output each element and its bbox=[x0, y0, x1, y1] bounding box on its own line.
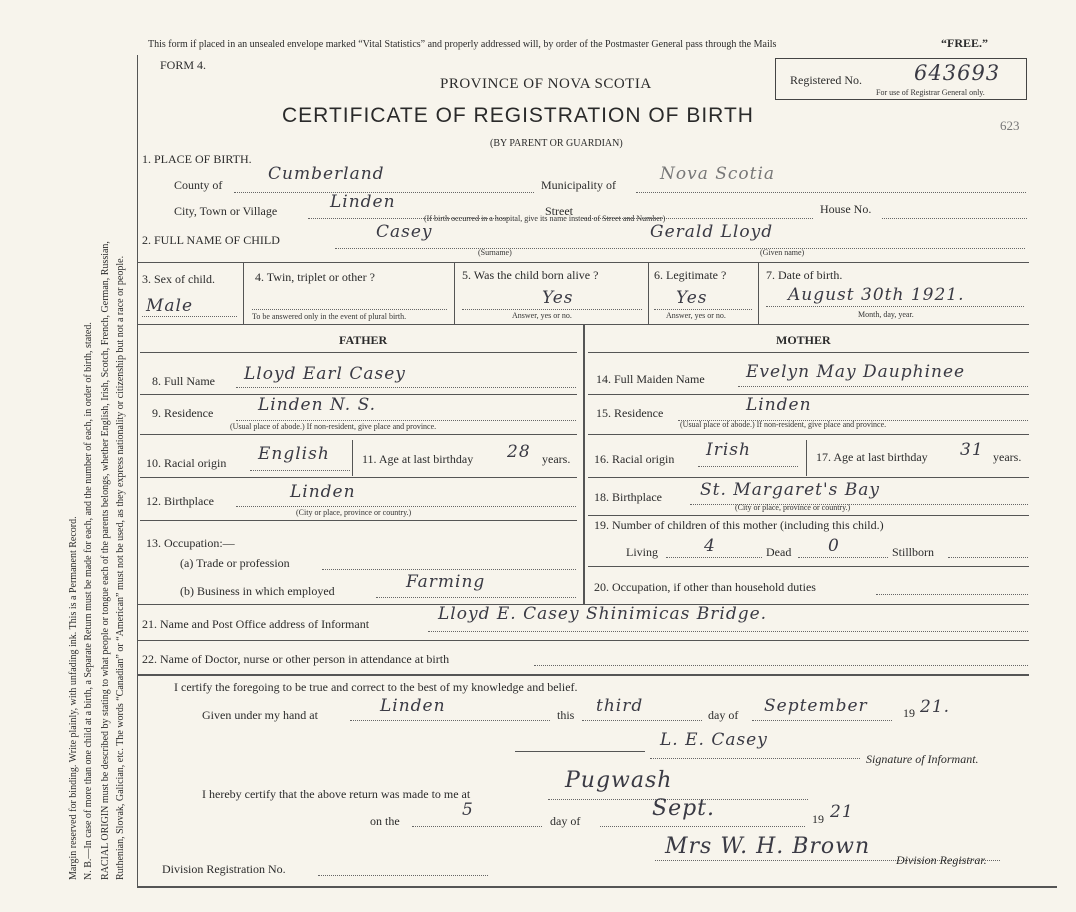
given-under-label: Given under my hand at bbox=[202, 708, 318, 722]
father-business-value: Farming bbox=[406, 572, 486, 592]
mother-years-label: years. bbox=[993, 450, 1022, 464]
dead-label: Dead bbox=[766, 545, 792, 559]
child-given-name: Gerald Lloyd bbox=[650, 222, 774, 242]
legitimate-value: Yes bbox=[676, 288, 708, 308]
mother-residence-note: (Usual place of abode.) If non-resident, give place and province. bbox=[680, 420, 887, 429]
registered-box bbox=[775, 58, 1027, 100]
registrar-year-prefix: 19 bbox=[812, 812, 824, 826]
sex-value: Male bbox=[146, 296, 194, 316]
municipality-value: Nova Scotia bbox=[660, 164, 776, 184]
alive-note: Answer, yes or no. bbox=[512, 311, 572, 320]
alive-label: 5. Was the child born alive ? bbox=[462, 268, 599, 282]
registered-note: For use of Registrar General only. bbox=[876, 88, 985, 97]
hospital-note: (If birth occurred in a hospital, give its name instead of Street and Number) bbox=[424, 214, 666, 223]
twin-note: To be answered only in the event of plural birth. bbox=[252, 312, 407, 321]
father-birthplace-note: (City or place, province or country.) bbox=[296, 508, 412, 517]
legitimate-label: 6. Legitimate ? bbox=[654, 268, 727, 282]
mother-age-label: 17. Age at last birthday bbox=[816, 450, 928, 464]
mother-birthplace-note: (City or place, province or country.) bbox=[735, 503, 851, 512]
father-heading: FATHER bbox=[339, 333, 388, 347]
mother-racial-label: 16. Racial origin bbox=[594, 452, 675, 466]
house-number-label: House No. bbox=[820, 202, 872, 216]
corner-number: 623 bbox=[1000, 118, 1020, 133]
father-birthplace-label: 12. Birthplace bbox=[146, 494, 214, 508]
registrar-caption: Division Registrar. bbox=[896, 853, 987, 867]
certificate-title: CERTIFICATE OF REGISTRATION OF BIRTH bbox=[282, 104, 754, 127]
father-age-value: 28 bbox=[507, 442, 531, 462]
father-occupation-label: 13. Occupation:— bbox=[146, 536, 235, 550]
mother-racial-value: Irish bbox=[706, 440, 751, 460]
father-business-label: (b) Business in which employed bbox=[180, 584, 335, 598]
dead-value: 0 bbox=[828, 536, 840, 556]
father-residence-label: 9. Residence bbox=[152, 406, 214, 420]
signature-caption: Signature of Informant. bbox=[866, 752, 979, 766]
stillborn-label: Stillborn bbox=[892, 545, 935, 559]
father-name-value: Lloyd Earl Casey bbox=[244, 364, 406, 384]
registrar-place-value: Pugwash bbox=[565, 768, 673, 793]
given-name-caption: (Given name) bbox=[760, 248, 805, 257]
county-value: Cumberland bbox=[268, 164, 385, 184]
father-birthplace-value: Linden bbox=[290, 482, 356, 502]
municipality-label: Municipality of bbox=[541, 178, 616, 192]
margin-note-multiple-births: N. B.—In case of more than one child at a birth, a Separate Return must be made for each, and the number of each, in order of birth, stated. bbox=[83, 322, 94, 880]
date-of-birth-label: 7. Date of birth. bbox=[766, 268, 843, 282]
legitimate-note: Answer, yes or no. bbox=[666, 311, 726, 320]
twin-label: 4. Twin, triplet or other ? bbox=[255, 270, 375, 284]
given-year-prefix: 19 bbox=[903, 706, 915, 720]
informant-label: 21. Name and Post Office address of Informant bbox=[142, 617, 370, 631]
child-surname: Casey bbox=[376, 222, 433, 242]
informant-signature: L. E. Casey bbox=[660, 730, 768, 750]
form-number: FORM 4. bbox=[160, 58, 207, 72]
margin-note-binding: Margin reserved for binding. Write plainly, with unfading ink. This is a Permanent Record. bbox=[68, 516, 79, 880]
mother-residence-label: 15. Residence bbox=[596, 406, 664, 420]
mother-residence-value: Linden bbox=[746, 395, 812, 415]
father-residence-value: Linden N. S. bbox=[258, 395, 377, 415]
mother-name-label: 14. Full Maiden Name bbox=[596, 372, 705, 386]
bottom-border bbox=[137, 886, 1057, 888]
father-years-label: years. bbox=[542, 452, 571, 466]
registered-number: 643693 bbox=[914, 61, 1001, 85]
given-year-value: 21. bbox=[920, 697, 951, 717]
date-of-birth-value: August 30th 1921. bbox=[788, 285, 965, 305]
registrar-day-value: 5 bbox=[462, 800, 474, 820]
postal-notice: This form if placed in an unsealed envelope marked “Vital Statistics” and properly addressed will, by order of the Postmaster General pass through the Mails bbox=[148, 39, 777, 50]
father-racial-value: English bbox=[258, 444, 330, 464]
left-border bbox=[137, 55, 138, 888]
on-the-label: on the bbox=[370, 814, 400, 828]
margin-note-racial-origin: RACIAL ORIGIN must be described by stating to what people or tongue each of the parents belongs, whether English, Irish, Scotch, French, German, Russian, bbox=[100, 241, 111, 880]
surname-caption: (Surname) bbox=[478, 248, 512, 257]
place-of-birth-label: 1. PLACE OF BIRTH. bbox=[142, 152, 252, 166]
mother-age-value: 31 bbox=[960, 440, 984, 460]
alive-value: Yes bbox=[542, 288, 574, 308]
mother-birthplace-value: St. Margaret's Bay bbox=[700, 480, 881, 500]
father-age-label: 11. Age at last birthday bbox=[362, 452, 474, 466]
certify-statement: I certify the foregoing to be true and correct to the best of my knowledge and belief. bbox=[174, 680, 578, 694]
street-label: Street bbox=[545, 204, 573, 218]
margin-note-racial-origin-cont: Ruthenian, Slovak, Galician, etc. The words “Canadian” or “American” must not be used, as they express nationality or citizenship but not a race or people. bbox=[115, 255, 126, 880]
mother-name-value: Evelyn May Dauphinee bbox=[746, 362, 966, 382]
sex-label: 3. Sex of child. bbox=[142, 272, 215, 286]
registered-label: Registered No. bbox=[790, 73, 862, 87]
day-of-label: day of bbox=[708, 708, 739, 722]
city-label: City, Town or Village bbox=[174, 204, 278, 218]
father-name-label: 8. Full Name bbox=[152, 374, 215, 388]
father-residence-note: (Usual place of abode.) If non-resident, give place and province. bbox=[230, 422, 437, 431]
province-heading: PROVINCE OF NOVA SCOTIA bbox=[440, 76, 652, 92]
registrar-day-of-label: day of bbox=[550, 814, 581, 828]
father-racial-label: 10. Racial origin bbox=[146, 456, 227, 470]
given-month-value: September bbox=[764, 696, 868, 716]
mother-birthplace-label: 18. Birthplace bbox=[594, 490, 662, 504]
this-label: this bbox=[557, 708, 575, 722]
given-place-value: Linden bbox=[380, 696, 446, 716]
registrar-statement: I hereby certify that the above return was made to me at bbox=[202, 787, 471, 801]
child-name-label: 2. FULL NAME OF CHILD bbox=[142, 233, 280, 247]
registrar-month-value: Sept. bbox=[652, 796, 716, 821]
mother-children-label: 19. Number of children of this mother (including this child.) bbox=[594, 518, 884, 532]
given-day-value: third bbox=[596, 696, 644, 716]
registrar-signature: Mrs W. H. Brown bbox=[665, 834, 871, 859]
mother-heading: MOTHER bbox=[776, 333, 831, 347]
informant-value: Lloyd E. Casey Shinimicas Bridge. bbox=[438, 604, 768, 624]
living-label: Living bbox=[626, 545, 658, 559]
free-label: “FREE.” bbox=[941, 36, 989, 50]
county-label: County of bbox=[174, 178, 223, 192]
certificate-subtitle: (BY PARENT OR GUARDIAN) bbox=[490, 138, 623, 149]
mother-occupation-label: 20. Occupation, if other than household duties bbox=[594, 580, 816, 594]
living-value: 4 bbox=[704, 536, 716, 556]
registrar-year-value: 21 bbox=[830, 802, 854, 822]
doctor-label: 22. Name of Doctor, nurse or other person in attendance at birth bbox=[142, 652, 450, 666]
division-registration-label: Division Registration No. bbox=[162, 862, 286, 876]
date-of-birth-note: Month, day, year. bbox=[858, 310, 914, 319]
city-value: Linden bbox=[330, 192, 396, 212]
father-trade-label: (a) Trade or profession bbox=[180, 556, 290, 570]
